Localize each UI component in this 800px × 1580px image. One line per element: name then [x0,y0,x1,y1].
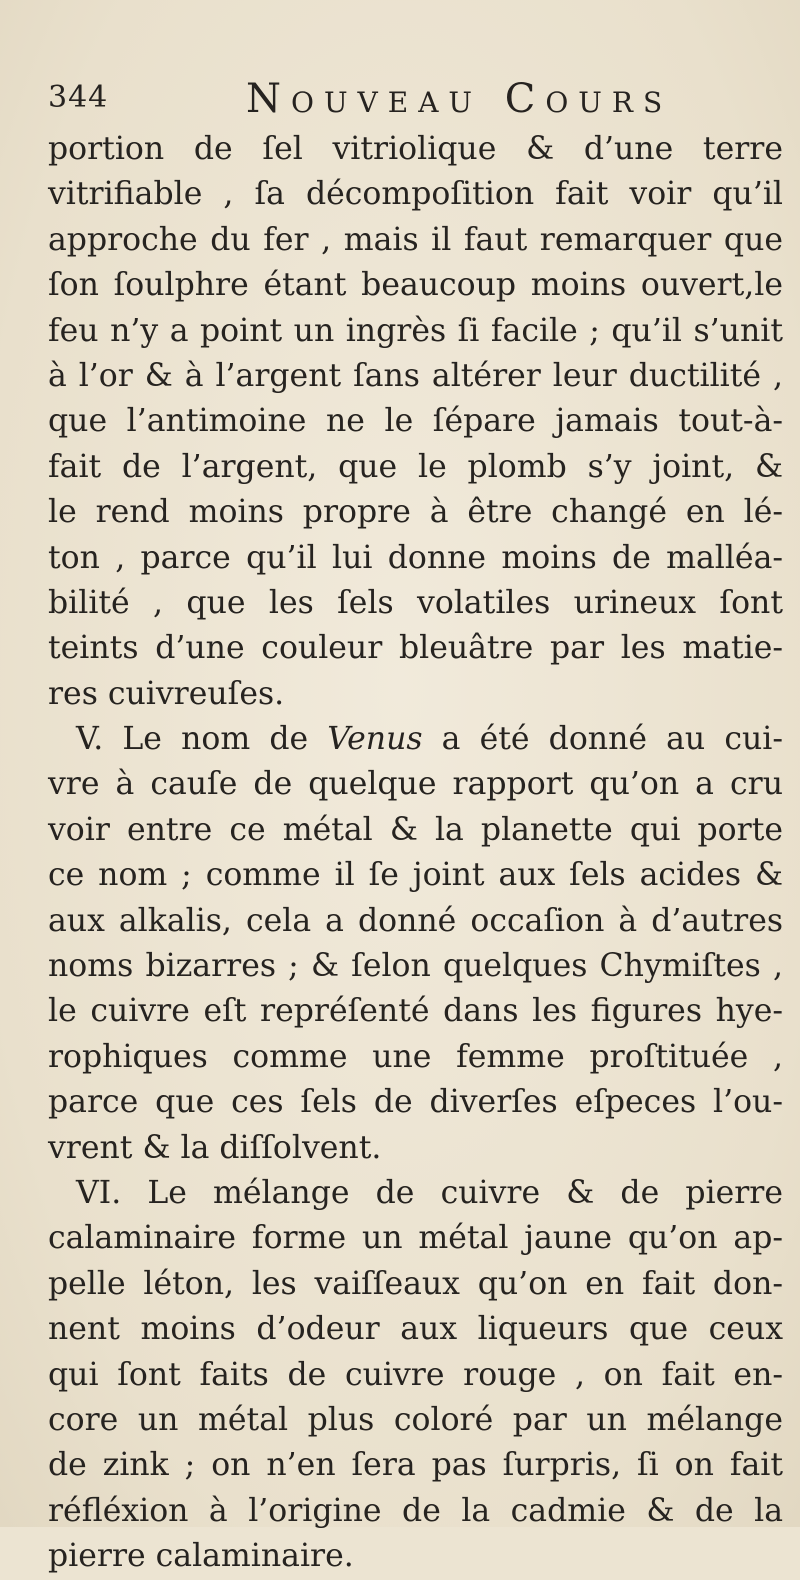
text-run: V. Le nom de [76,721,328,758]
text-line: vitrifiable , ſa décompoſition fait voir qu’il [48,176,783,213]
text-line: bilité , que les ſels volatiles urineux ſont [48,584,783,621]
text-line: calaminaire forme un métal jaune qu’on ap- [48,1220,783,1257]
page-body [48,127,783,1580]
text-line: core un métal plus coloré par un mélange [48,1401,783,1438]
text-line: portion de ſel vitriolique & d’une terre [48,131,783,167]
text-line: réfléxion à l’origine de la cadmie & de la [48,1492,783,1529]
page-number: 344 [48,80,109,115]
text-line: qui ſont faits de cuivre rouge , on fait en- [48,1356,783,1393]
running-title: Nouveau Cours [246,76,673,122]
text-line: que l’antimoine ne le ſépare jamais tout-à- [48,403,783,440]
text-line: pelle léton, les vaiſſeaux qu’on en fait don- [48,1265,783,1302]
italic-word: Venus [327,721,423,758]
text-line: nent moins d’odeur aux liqueurs que ceux [48,1311,783,1348]
text-run: a été donné au cui- [422,721,783,758]
text-line: voir entre ce métal & la planette qui porte [48,811,783,848]
text-line: le cuivre eſt repréſenté dans les figures hye- [48,993,783,1030]
text-line: ce nom ; comme il ſe joint aux ſels acides & [48,857,783,894]
paragraph-3 [48,1171,783,1580]
paragraph-1 [48,127,783,717]
text-line: VI. Le mélange de cuivre & de pierre [76,1174,783,1211]
text-line: le rend moins propre à être changé en lé- [48,494,783,531]
text-line [48,717,783,762]
text-line: approche du fer , mais il faut remarquer que [48,221,783,258]
text-line: fait de l’argent, que le plomb s’y joint, & [48,448,783,485]
text-line: feu n’y a point un ingrès ſi facile ; qu’il s’unit [48,312,783,349]
text-line: parce que ces ſels de diverſes eſpeces l’ou- [48,1084,783,1121]
text-line: teints d’une couleur bleuâtre par les matie- [48,630,783,667]
text-line: vrent & la diſſolvent. [48,1129,382,1166]
text-line: res cuivreuſes. [48,675,285,712]
text-line: aux alkalis, cela a donné occaſion à d’autres [48,902,783,939]
text-line: de zink ; on n’en ſera pas ſurpris, ſi on fait [48,1447,783,1484]
paragraph-2 [48,717,783,1171]
text-line: rophiques comme une femme proſtituée , [48,1038,783,1075]
text-line: vre à cauſe de quelque rapport qu’on a cru [48,766,783,803]
text-line: ſon ſoulphre étant beaucoup moins ouvert,le [48,267,783,304]
text-line: ton , parce qu’il lui donne moins de malléa- [48,539,783,576]
text-line: pierre calaminaire. [48,1538,354,1575]
text-line: noms bizarres ; & ſelon quelques Chymiſtes , [48,948,783,985]
text-line: à l’or & à l’argent ſans altérer leur ductilité , [48,357,783,394]
page-header [48,76,760,126]
